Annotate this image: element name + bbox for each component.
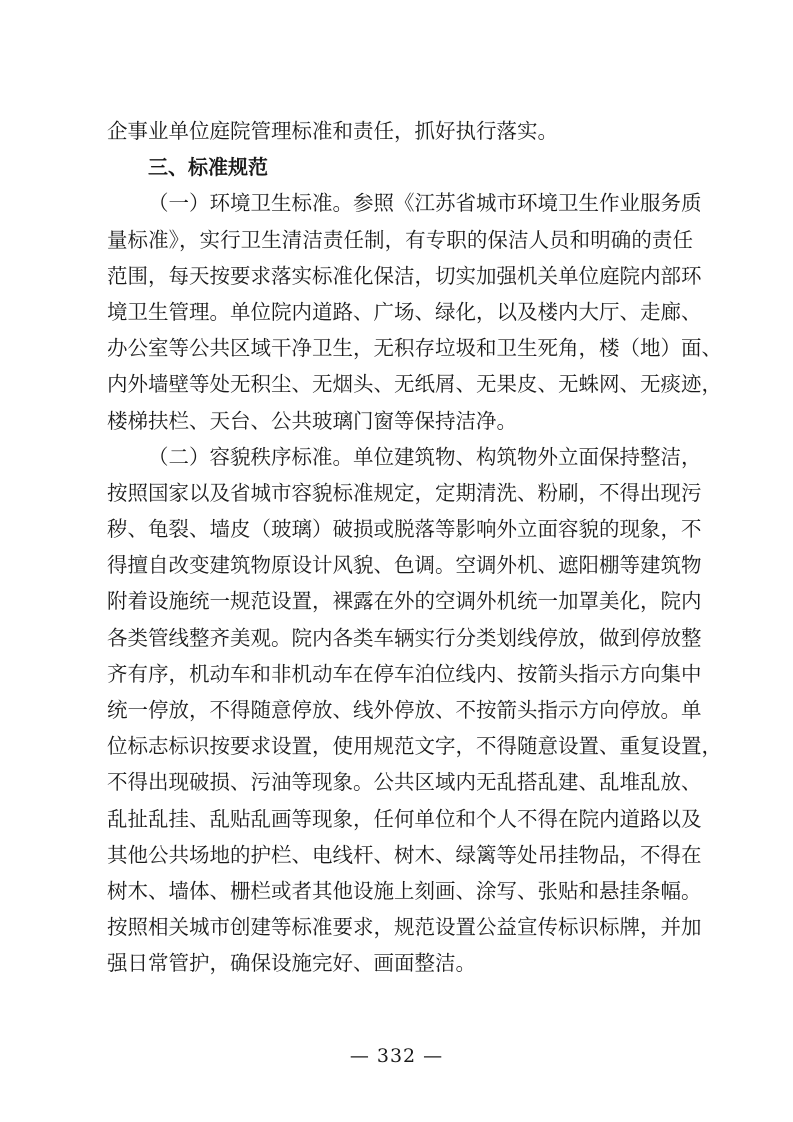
paragraph-line: 不得出现破损、污油等现象。公共区域内无乱搭乱建、乱堆乱放、 [107,770,702,795]
paragraph-line: 位标志标识按要求设置，使用规范文字，不得随意设置、重复设置， [107,734,722,759]
paragraph-line: 树木、墙体、栅栏或者其他设施上刻画、涂写、张贴和悬挂条幅。 [107,878,702,903]
paragraph-line: 楼梯扶栏、天台、公共玻璃门窗等保持洁净。 [107,408,517,433]
page-number: — 332 — [349,1045,444,1067]
paragraph-line: 境卫生管理。单位院内道路、广场、绿化，以及楼内大厅、走廊、 [107,299,702,324]
paragraph-line: 内外墙壁等处无积尘、无烟头、无纸屑、无果皮、无蛛网、无痰迹， [107,372,722,397]
paragraph-line: 按照国家以及省城市容貌标准规定，定期清洗、粉刷，不得出现污 [107,480,702,505]
paragraph-line: 各类管线整齐美观。院内各类车辆实行分类划线停放，做到停放整 [107,625,702,650]
paragraph-line: 齐有序，机动车和非机动车在停车泊位线内、按箭头指示方向集中 [107,661,702,686]
paragraph-line: 办公室等公共区域干净卫生，无积存垃圾和卫生死角，楼（地）面、 [107,336,722,361]
paragraph-line: 乱扯乱挂、乱贴乱画等现象，任何单位和个人不得在院内道路以及 [107,806,702,831]
paragraph-line: 得擅自改变建筑物原设计风貌、色调。空调外机、遮阳棚等建筑物 [107,553,702,578]
paragraph-line: （一）环境卫生标准。参照《江苏省城市环境卫生作业服务质 [148,191,702,216]
order-standard-paragraph [107,439,722,982]
paragraph-line: 量标准》，实行卫生清洁责任制，有专职的保洁人员和明确的责任 [107,227,693,252]
paragraph-line: 附着设施统一规范设置，裸露在外的空调外机统一加罩美化，院内 [107,589,702,614]
environment-standard-paragraph [107,185,722,438]
paragraph-line: （二）容貌秩序标准。单位建筑物、构筑物外立面保持整洁， [148,444,702,469]
paragraph-line: 强日常管护，确保设施完好、画面整洁。 [107,951,476,976]
paragraph-line: 其他公共场地的护栏、电线杆、树木、绿篱等处吊挂物品，不得在 [107,842,702,867]
intro-paragraph-line-1: 企事业单位庭院管理标准和责任，抓好执行落实。 [107,119,558,143]
paragraph-line: 按照相关城市创建等标准要求，规范设置公益宣传标识标牌，并加 [107,915,702,940]
paragraph-line: 秽、龟裂、墙皮（玻璃）破损或脱落等影响外立面容貌的现象，不 [107,517,702,542]
paragraph-line: 范围，每天按要求落实标准化保洁，切实加强机关单位庭院内部环 [107,263,702,288]
paragraph-line: 统一停放，不得随意停放、线外停放、不按箭头指示方向停放。单 [107,698,702,722]
document-body [107,113,722,982]
section-heading: 三、标准规范 [148,155,268,180]
